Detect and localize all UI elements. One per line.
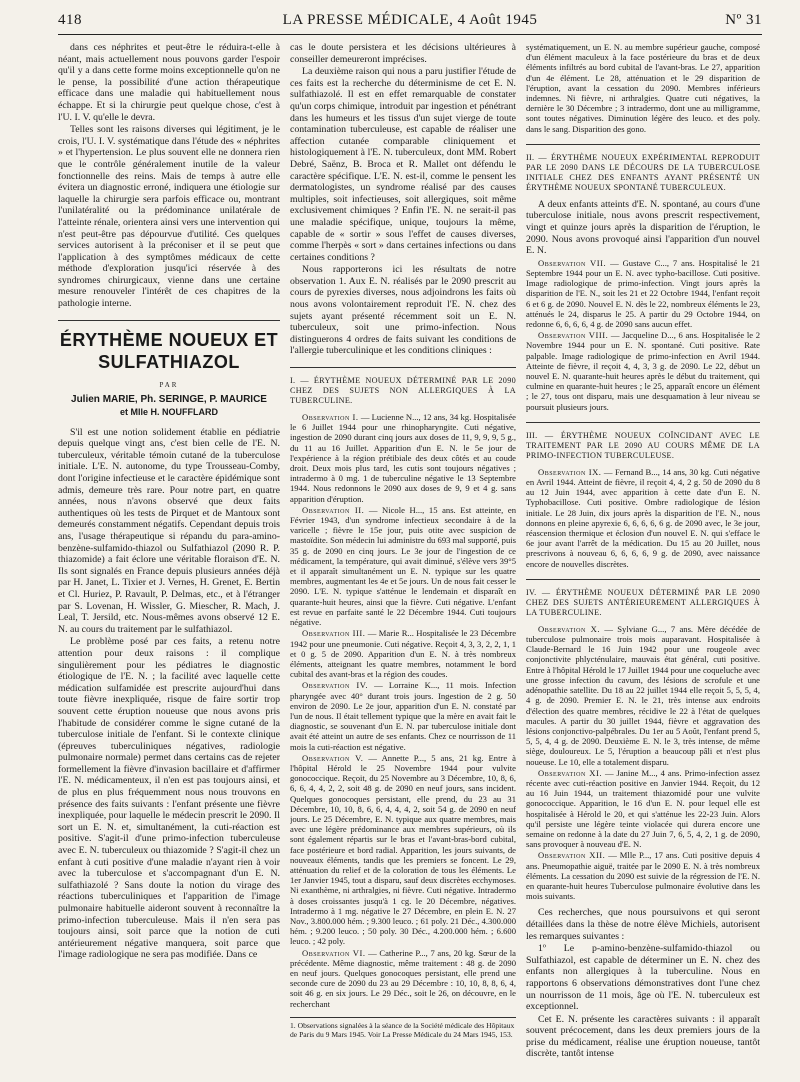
section-divider (526, 422, 760, 423)
observation (526, 768, 760, 850)
observation-text: — Marie R... Hospitalisée le 23 Décembre 1942 pour une pneumonie. Cuti négative. Reçoit 4, 3, 3, 2, 2, 1, 1 et 0 g. 5 de 2090. Apparition d'un E. N. à très nombreux éléments, atteignant les quatre membres, notamment le bord cubital des avant-bras et la région des coudes. (290, 628, 516, 680)
column-left (58, 42, 280, 1072)
observation-text: — Lucienne N..., 12 ans, 34 kg. Hospitalisée le 6 Juillet 1944 pour une rhinopharyngite. Cuti négative, ingestion de 2090 durant cinq jours aux doses de 11, 9, 9, 9, 5 g., du 11 au 16 Juillet. Apparition d'un E. N. le 5e jour de l'expérience à la région prétibiale des deux côtés et au coude droit. Deux mois plus tard, les cutis sont toujours négatives ; intradermo à 0 mg. 1 de tuberculine négative le 13 Septembre 1944. Nous redonnons le 2090 aux doses de 9, 9 et 4 g. sans apparition d'éruption. (290, 412, 516, 504)
paragraph: Cet E. N. présente les caractères suivants : il apparaît souvent précocement, dans les deux premiers jours de la prise du médicament, réalise une éruption noueuse, tantôt discrète, tantôt intense (526, 1013, 760, 1060)
observation-label: Observation II. (302, 504, 365, 515)
paragraph: cas le doute persistera et les décisions ultérieures à conseiller demeureront imprécises. (290, 42, 516, 65)
observation-label: Observation VIII. (538, 330, 609, 341)
paragraph: Telles sont les raisons diverses qui légitiment, je le crois, l'U. I. V. systématique dans l'étude des « néphrites » et l'hypertension. Le plus souvent elle ne donnera rien que le contrôle généralement inutile de la valeur fonctionnelle des reins. Mais de temps à autre elle évitera un diagnostic erroné, indiquera une étiologie sur laquelle la chirurgie sera parfois efficace ou, montrant l'unilatéralité ou la prédominance unilatérale de l'atteinte rénale, orientera ainsi vers une intervention qui n'est peut-être pas dépourvue d'utilité. Ces quelques services autorisent à la préconiser et il se peut que l'application à des symptômes médicaux de cette méthode d'exploration jusqu'ici réservée à des syndromes chirurgicaux, vienne dans une certaine mesure renouveler l'intérêt de ces chapitres de la pathologie interne. (58, 124, 280, 310)
article-divider (58, 320, 280, 321)
observation-label: Observation X. (538, 623, 600, 634)
header-rule (58, 34, 762, 35)
paragraph: Le problème posé par ces faits, a retenu notre attention pour deux raisons : il complique singulièrement pour les pédiatres le diagnostic étiologique de l'E. N. ; la facilité avec laquelle cette médication sulfamidée est prescrite aujourd'hui dans toute fièvre inexpliquée, risque de faire sortir trop souvent cette éruption noueuse que nous avons pris l'habitude de considérer comme le signe cutané de la tuberculose initiale de l'enfant. Si le contexte clinique (épreuves tuberculiniques négatives, radiologie pulmonaire normale) permet dans certains cas de rejeter formellement la fièvre d'invasion bacillaire et d'affirmer l'E. N. médicamenteux, il n'en est pas toujours ainsi, et de plus en plus fréquemment nous nous trouvons en présence des faits suivants : l'enfant présente une fièvre inexpliquée, pour laquelle le médecin prescrit le 2090. Il sort un E. N. et, simultanément, la cuti-réaction est positive. S'agit-il d'une primo-infection tuberculeuse avec E. N. tuberculeux ou thiazomide ? S'agit-il chez un enfant à cuti positive d'une maladie n'ayant rien à voir avec la tuberculose et s'accompagnant d'un E. N. sulfathiazolé ? Sans doute la notion du virage des réactions tuberculiniques et l'apparition de l'image pulmonaire habituelle aideront souvent à reconnaître la primo-infection tuberculeuse. Mais il n'en sera pas toujours ainsi, soit parce que la notion de cuti antérieurement négative manquera, soit parce que l'image radiologique ne sera pas modifiée. Dans ce (58, 636, 280, 961)
footnote: 1. Observations signalées à la séance de la Société médicale des Hôpitaux de Paris du 9 Mars 1945. Voir La Presse Médicale du 24 Mars 1945, 153. (290, 1017, 516, 1039)
column-middle (290, 42, 516, 1072)
observation-label: Observation VI. (302, 947, 366, 958)
observation-text: — Fernand B..., 14 ans, 30 kg. Cuti négative en Avril 1944. Atteint de fièvre, il reçoit 4, 4, 2 g. 50 de 2090 du 8 au 12 Juin 1944, avec apparition à cette date d'un E. N. Typhobacillose. Cuti positive. Ombre radiologique de lésion initiale. Le 28 Juin, dix jours après la disparition de l'E. N., nous donnons en pleine apyrexie 6, 6, 6, 6, 6 g. de 2090 avec, le 3e jour, réascension thermique et éclosion d'un nouvel E. N. qui s'efface le 6e jour avant l'arrêt de la médication. Du 15 au 20 Juillet, nous prescrivons à nouveau 6, 6, 6, 6, 9 g. de 2090, avec naissance encore de nouvelles discrètes. (526, 466, 760, 569)
observation (526, 258, 760, 329)
section-divider (526, 144, 760, 145)
observation-text: — Mlle P..., 17 ans. Cuti positive depuis 4 ans. Pneumopathie aiguë, traitée par le 2090 E. N. à très nombreux éléments. La cessation du 2090 est suivie de la régression de l'E. N. en quarante-huit heures Tuberculose pulmonaire évolutive dans les mois suivants. (526, 850, 760, 902)
observation-label: Observation IX. (538, 466, 602, 477)
observation (526, 467, 760, 569)
observation-label: Observation I. (302, 412, 359, 423)
observation (526, 330, 760, 412)
section-divider (290, 367, 516, 368)
page-number: 418 (58, 12, 82, 28)
paragraph: Nous rapporterons ici les résultats de notre observation 1. Aux E. N. réalisés par le 2090 prescrit au cours de pyrexies diverses, nous adjoindrons les faits où nous avons volontairement reproduit l'E. N. chez des sujets ayant présenté récemment soit un E. N. tuberculeux, soit une primo-infection. Nous distinguerons 4 ordres de faits suivant les conditions de l'allergie tuberculinique et les conditions cliniques : (290, 264, 516, 357)
paragraph: S'il est une notion solidement établie en pédiatrie depuis quelque vingt ans, c'est bien celle de l'E. N. tuberculeux, véritable témoin cutané de la tuberculose initiale. L'E. N. autonome, du type Trousseau-Comby, dont l'origine infectieuse et le caractère épidémique sont admis, demeure très rare. Pour notre part, en quatre années, nous n'avons observé que deux faits authentiques où les tests de Pirquet et de Mantoux sont demeurés constamment négatifs. Cependant depuis trois ans, l'usage thérapeutique si répandu du para-amino-benzène-sulfamido-thiazol ou Sulfathiazol (2090 R. P. thiazomide) a fait éclore une véritable floraison d'E. N. Ils sont signalés en France depuis plusieurs années déjà par H. Janet, L. Tixier et J. Vernes, H. Grenet, E. Bertin et Cl. Huriez, P. Ravault, P. Delmas, etc., et à l'étranger par S. Lovenan, H. Wissler, G. Miescher, R. Mach, J. Leal, T. Jersild, etc. Nous-mêmes avons observé 12 E. N. au cours du traitement par le sulfathiazol. (58, 426, 280, 635)
observation-text: — Annette P..., 5 ans, 21 kg. Entre à l'hôpital Hérold le 25 Novembre 1944 pour vulvite gonococcique. Reçoit, du 25 Novembre au 3 Décembre, 10, 8, 6, 6, 6, 4, 4, 2, 2, soit 48 g. de 2090 en neuf jours, sans incident. Quelques gonocoques persistant, elle prend, du 23 au 31 Décembre, 10, 10, 8, 6, 6, 4, 4, 4, 2, soit 54 g. de 2090 en neuf jours. Le 25 Décembre, E. N. typique aux quatre membres, mais avec une légère prédominance aux membres supérieurs, où ils sont également répartis sur le bras et l'avant-bras-bord cubital, face postérieure et bord radial. Apparition, les jours suivants, de nouveaux éléments, tandis que les premiers se foncent. Le 29, atténuation du relief et de la coloration de tous les éléments. Le 1er Janvier 1945, tout a disparu, sauf deux discrètes ecchymoses. Ni exanthème, ni arthralgies, ni fièvre. Cuti négative. Intradermo à doses croissantes jusqu'à 1 cg. le 20 Décembre, négatives. Intradermo à 1 mg. négative le 27 Décembre, en plein E. N. 27 Nov., 3.800.000 hém. ; 9.300 leuco. ; 61 poly. 21 Déc., 4.300.000 hém. ; 9.200 leuco. ; 50 poly. 30 Déc., 4.200.000 hém. ; 6.600 leuco. ; 42 poly. (290, 752, 516, 947)
observation (290, 680, 516, 751)
observation (526, 850, 760, 901)
observation-label: Observation III. (302, 628, 366, 639)
observation (290, 412, 516, 504)
section-divider (526, 579, 760, 580)
issue-number: Nº 31 (725, 12, 762, 28)
observation-text: — Gustave C..., 7 ans. Hospitalisé le 21 Septembre 1944 pour un E. N. avec typho-bacillose. Cuti positive. Image radiologique de primo-infection. Vingt jours après la disparition de l'E. N., soit les 21 et 22 Octobre 1944, l'enfant reçoit 6 et 6 g. de 2090. Nouvel E. N. dès le 22, nombreux éléments le 23, atténués le 24, disparus le 25. A partir du 29 Octobre 1944, on redonne 6, 6, 6, 6, 4 g. de 2090 sans aucun effet. (526, 257, 760, 330)
observation (526, 624, 760, 767)
observation (290, 948, 516, 1009)
journal-title: LA PRESSE MÉDICALE, 4 Août 1945 (282, 12, 538, 28)
observation-label: Observation XI. (538, 767, 602, 778)
paragraph: La deuxième raison qui nous a paru justifier l'étude de ces faits est la recherche du déterminisme de cet E. N. sulfathiazolé. Il est en effet remarquable de constater qu'un corps chimique, introduit par ingestion et pénétrant dans les humeurs et les tissus d'un sujet vierge de toute contamination tuberculeuse, est capable de réaliser une affection cutanée comparable cliniquement et histologiquement à l'E. N. tuberculeux, dont MM. Robert Debré, Saënz, B. Broca et R. Mallet ont défendu le caractère spécifique. L'E. N. est-il, comme le pensent les dermatologistes, un syndrome réalisé par des causes multiples, soit infectieuses, soit allergiques, soit même exclusivement chimiques ? Enfin l'E. N. ne serait-il pas une maladie spécifique, unique, toujours la même, capable de « sortir » sous l'effet de causes diverses, comme l'herpès « sort » dans certaines infections ou dans certaines conditions ? (290, 66, 516, 263)
observation (290, 753, 516, 947)
observation-text: — Nicole H..., 15 ans. Est atteinte, en Février 1943, d'un syndrome infectieux secondaire à de la varicelle ; fièvre le 15e jour, puis otite avec suspicion de mastoïdite. Son médecin lui administre du 693 mal supporté, puis 35 g. de 2090 en cinq jours. Le 3e jour de l'ingestion de ce médicament, la température, qui avait diminué, s'élève vers 39°5 et il apparaît simultanément un E. N. typique sur les quatre membres, augmentant les 4e et 5e jours. Un de nous fait cesser le 2090. L'E. N. typique s'atténue le lendemain et disparaît en quarante-huit heures, ainsi que la fièvre. Cuti négative. L'enfant est revue en parfaite santé le 22 Décembre 1944. Cuti toujours négative. (290, 504, 516, 628)
section-heading: I. — ÉRYTHÈME NOUEUX DÉTERMINÉ PAR LE 2090 CHEZ DES SUJETS NON ALLERGIQUES À LA TUBERCULINE. (290, 376, 516, 406)
column-right (526, 42, 760, 1072)
authors-line: Julien MARIE, Ph. SERINGE, P. MAURICE (71, 393, 267, 405)
observation-text: — Sylviane G..., 7 ans. Mère décédée de tuberculose pulmonaire trois mois auparavant. Hospitalisée à Claude-Bernard le 16 Juin 1942 pour une rougeole avec conjonctivite phlycténulaire, mauvais état général, cuti positive. Entre à l'hôpital Hérold le 17 Juillet 1944 pour une coqueluche avec une grosse infection du cavum, des lésions de scrofule et une adénopathie satellite. Du 18 au 22 juillet 1944 elle reçoit 5, 5, 5, 4, 4 g. de 2090. Premier E. N. le 21, très intense aux endroits d'élection des quatre membres, récidive le 22 à l'état de quelques macules. A partir du 30 juillet 1944, fièvre et aggravation des lésions conjonctivo-palpébrales. Du 1er au 5 Août, l'enfant prend 5, 5, 5, 4, 4 g. de 2090. Deuxième E. N. le 3, très intense, de même siège, douloureux. Le 5, l'éruption a beaucoup pâli et n'est plus noueuse. Le 10, elle a totalement disparu. (526, 623, 760, 767)
observation-text: — Lorraine K..., 11 mois. Infection pharyngée avec 40° durant trois jours. Ingestion de 2 g. 50 environ de 2090. Le 2e jour, apparition d'un E. N. constaté par l'un de nous. Il était tellement typique que la mère en avait fait le diagnostic, se souvenant d'un E. N. par tuberculose initiale dont avait été atteint un autre de ses enfants. Chez ce nourrisson de 11 mois la cuti-réaction est négative. (290, 680, 516, 752)
observation-label: Observation XII. (538, 850, 606, 861)
observation-label: Observation V. (302, 752, 364, 763)
observation-label: Observation IV. (302, 680, 369, 691)
paragraph: Ces recherches, que nous poursuivons et qui seront détaillées dans la thèse de notre élève Michiels, autorisent les remarques suivantes : (526, 907, 760, 942)
authors-line: et Mlle H. NOUFFLARD (120, 406, 218, 417)
section-heading: III. — ÉRYTHÈME NOUEUX COÏNCIDANT AVEC LE TRAITEMENT PAR LE 2090 AU COURS MÊME DE LA PRIMO-INFECTION TUBERCULEUSE. (526, 430, 760, 460)
observation-text: — Janine M..., 4 ans. Primo-infection assez récente avec cuti-réaction positive en Janvier 1944. Reçoit, du 12 au 16 Juin 1944, un traitement thiazomidé pour une vulvite gonococcique. Apparition, le 16 d'un E. N. pour lequel elle est hospitalisée à Hérold le 20, et qui s'atténue les 22-23 Juin. Alors qu'il persiste une légère teinte violacée qui durera encore une semaine on redonne à la date du 27 Juin 7, 6, 5, 4, 2, 1 g. de 2090, sans provoquer à nouveau d'E. N. (526, 767, 760, 850)
paragraph: A deux enfants atteints d'E. N. spontané, au cours d'une tuberculose initiale, nous avons prescrit respectivement, vingt et quinze jours après la disparition de l'éruption, le 2090. Nous avons provoqué ainsi l'apparition d'un nouvel E. N. (526, 198, 760, 257)
section-heading: II. — ÉRYTHÈME NOUEUX EXPÉRIMENTAL REPRODUIT PAR LE 2090 DANS LE DÉCOURS DE LA TUBERCULOSE INITIALE CHEZ DES ENFANTS AYANT PRÉSENTÉ UN ÉRYTHÈME NOUEUX SPONTANÉ TUBERCULEUX. (526, 152, 760, 192)
observation (290, 628, 516, 679)
byline-par: PAR (159, 380, 179, 389)
paragraph: dans ces néphrites et peut-être le réduira-t-elle à néant, mais actuellement nous pouvons garder l'espoir qu'il y a dans cette forme moins exceptionnelle qu'on ne le pense, la possibilité d'une action thérapeutique efficace dans une maladie qui habituellement nous échappe. Et si la chirurgie peut quelque chose, c'est à l'U. I. V. qu'elle le devra. (58, 42, 280, 123)
section-heading: IV. — ÉRYTHÈME NOUEUX DÉTERMINÉ PAR LE 2090 CHEZ DES SUJETS ANTÉRIEUREMENT ALLERGIQUES À LA TUBERCULINE. (526, 587, 760, 617)
observation-label: Observation VII. (538, 257, 607, 268)
article-title: ÉRYTHÈME NOUEUX ET SULFATHIAZOL (59, 329, 279, 372)
paragraph: 1º Le p-amino-benzène-sulfamido-thiazol ou Sulfathiazol, est capable de déterminer un E. N. chez des enfants non allergiques à la tuberculine. Nous en rapportons 6 observations démonstratives dont l'une chez un nourrisson de 11 mois, âge où l'E. N. tuberculeux est exceptionnel. (526, 943, 760, 1013)
observation-text: — Catherine P..., 7 ans, 20 kg. Sœur de la précédente. Même diagnostic, même traitement : 48 g. de 2090 en neuf jours. Quelques gonocoques persistant, elle prend une seconde cure de 2090 du 23 au 29 Décembre : 10, 10, 8, 8, 6, 4, soit 46 g. en six jours. Le 29 Déc., soit le 26, on découvre, en le recherchant (290, 947, 516, 1009)
observation (290, 505, 516, 627)
paragraph: systématiquement, un E. N. au membre supérieur gauche, composé d'un élément maculeux à la face postérieure du bras et de deux éléments infiltrés au bord cubital de l'avant-bras. Le 27, apparition d'un 4e élément. Le 28, atténuation et le 29 disparition de l'éruption, avant la cessation du 2090. Membres inférieurs indemnes. Ni fièvre, ni arthralgies. Quatre cuti négatives, la dernière le 30 Décembre ; 3 intradermo, dont une au milligramme, sont toutes négatives. Diminution légère des leuco. et des poly. dans le sang. Disparition des gono. (526, 42, 760, 134)
observation-text: — Jacqueline D..., 6 ans. Hospitalisée le 2 Novembre 1944 pour un E. N. spontané. Cuti positive. Rate palpable. Image radiologique de primo-infection en Avril 1944. Atteinte de fièvre, il reçoit 4, 4, 3, 3 g. de 2090. Le 22, début un nouvel E. N. quarante-huit heures après le début du traitement, qui culmine en quarante-huit heures ; le 25, apparaît encore un élément ; le 27, tous ont disparu, mais une desquamation à leur niveau se poursuit plusieurs jours. (526, 330, 760, 412)
page-header (58, 10, 762, 34)
